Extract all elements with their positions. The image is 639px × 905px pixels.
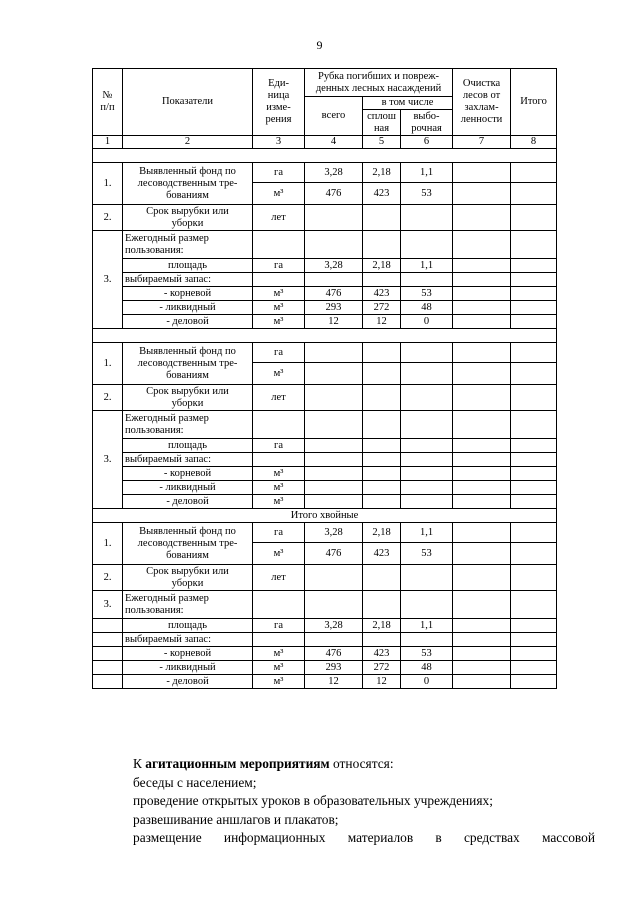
table-row: [93, 259, 557, 273]
table-cell: 3,28: [305, 523, 363, 543]
table-row: [93, 411, 557, 439]
table-cell: м³: [253, 287, 305, 301]
table-cell: м³: [253, 301, 305, 315]
table-row: [93, 467, 557, 481]
table-cell: га: [253, 343, 305, 363]
table-cell: [511, 591, 557, 619]
table-cell: - корневой: [123, 467, 253, 481]
table-cell: [511, 287, 557, 301]
table-cell: [305, 633, 363, 647]
table-cell: 48: [401, 661, 453, 675]
table-cell: [401, 439, 453, 453]
table-cell: м³: [253, 363, 305, 385]
table-cell: Ежегодный размер пользования:: [123, 411, 253, 439]
table-cell: [511, 363, 557, 385]
table-cell: [401, 411, 453, 439]
table-cell: 48: [401, 301, 453, 315]
table-cell: [511, 163, 557, 183]
table-row: [93, 509, 557, 523]
table-cell: лет: [253, 565, 305, 591]
table-cell: [401, 273, 453, 287]
table-cell: [401, 363, 453, 385]
table-cell: [511, 633, 557, 647]
table-cell: [453, 523, 511, 543]
table-cell: [511, 205, 557, 231]
table-cell: [453, 565, 511, 591]
table-cell: [305, 411, 363, 439]
table-cell: [401, 481, 453, 495]
table-cell: [453, 495, 511, 509]
table-cell: га: [253, 523, 305, 543]
table-cell: 2,18: [363, 523, 401, 543]
table-cell: [511, 231, 557, 259]
body-text: [133, 755, 595, 848]
table-cell: [305, 591, 363, 619]
table-row: [93, 301, 557, 315]
table-cell: 272: [363, 661, 401, 675]
table-cell: [453, 633, 511, 647]
table-cell: [93, 675, 123, 689]
table-cell: 3.: [93, 411, 123, 509]
table-cell: [363, 343, 401, 363]
table-row: [93, 136, 557, 149]
table-row: [93, 329, 557, 343]
column-number: 2: [123, 136, 253, 149]
table-cell: 12: [305, 675, 363, 689]
table-cell: [453, 287, 511, 301]
table-cell: 12: [363, 315, 401, 329]
table-cell: [363, 467, 401, 481]
table-cell: [363, 495, 401, 509]
table-row: [93, 273, 557, 287]
table-row: [93, 481, 557, 495]
table-cell: [305, 481, 363, 495]
table-cell: [363, 453, 401, 467]
table-cell: [363, 633, 401, 647]
table-cell: выбираемый запас:: [123, 633, 253, 647]
table-cell: [511, 301, 557, 315]
table-cell: [93, 619, 123, 633]
table-cell: площадь: [123, 439, 253, 453]
table-cell: 1.: [93, 163, 123, 205]
table-row: [93, 565, 557, 591]
table-cell: [363, 385, 401, 411]
table-cell: площадь: [123, 619, 253, 633]
table-cell: выбираемый запас:: [123, 273, 253, 287]
table-cell: 3,28: [305, 163, 363, 183]
table-row: [93, 205, 557, 231]
table-cell: 476: [305, 647, 363, 661]
table-cell: - деловой: [123, 495, 253, 509]
table-cell: га: [253, 619, 305, 633]
table-cell: [401, 385, 453, 411]
table-cell: [453, 661, 511, 675]
table-cell: [453, 273, 511, 287]
table-cell: м³: [253, 675, 305, 689]
table-row: [93, 647, 557, 661]
table-row: [93, 619, 557, 633]
table-row: [93, 231, 557, 259]
header-clear: сплош ная: [363, 110, 401, 136]
table-cell: [453, 183, 511, 205]
table-cell: га: [253, 259, 305, 273]
table-cell: Выявленный фонд по лесоводственным тре- бованиям: [123, 163, 253, 205]
table-cell: [363, 231, 401, 259]
table-cell: 2,18: [363, 163, 401, 183]
table-cell: [511, 661, 557, 675]
section-title: Итого хвойные: [93, 509, 557, 523]
table-cell: [511, 495, 557, 509]
table-cell: [453, 385, 511, 411]
table-cell: [453, 481, 511, 495]
table-row: [93, 315, 557, 329]
table-cell: [401, 633, 453, 647]
table-cell: - деловой: [123, 675, 253, 689]
table-cell: [453, 675, 511, 689]
table-cell: [401, 343, 453, 363]
table-cell: м³: [253, 467, 305, 481]
table-cell: [453, 259, 511, 273]
table-cell: [511, 467, 557, 481]
text-line-1: К агитационным мероприятиям относятся:: [133, 756, 394, 771]
table-cell: [305, 495, 363, 509]
header-itogo: Итого: [511, 69, 557, 136]
table-cell: 2.: [93, 205, 123, 231]
table-cell: [511, 481, 557, 495]
text-line-4: развешивание аншлагов и плакатов;: [133, 811, 339, 827]
table-cell: [363, 205, 401, 231]
header-selective: выбо- рочная: [401, 110, 453, 136]
table-cell: м³: [253, 661, 305, 675]
table-cell: [453, 543, 511, 565]
table-cell: [305, 385, 363, 411]
table-cell: [453, 343, 511, 363]
table-row: [93, 453, 557, 467]
table-cell: 53: [401, 647, 453, 661]
table-cell: 476: [305, 543, 363, 565]
table-cell: [363, 591, 401, 619]
table-cell: [453, 467, 511, 481]
text-line-3: проведение открытых уроков в образовательных учреждениях;: [133, 793, 493, 808]
table-cell: [401, 453, 453, 467]
table-cell: [511, 183, 557, 205]
table-cell: [511, 675, 557, 689]
table-cell: [511, 619, 557, 633]
table-cell: 293: [305, 301, 363, 315]
table-cell: 1.: [93, 343, 123, 385]
table-cell: Ежегодный размер пользования:: [123, 591, 253, 619]
table-cell: 476: [305, 287, 363, 301]
table-cell: [453, 619, 511, 633]
table-cell: 423: [363, 183, 401, 205]
table-cell: 53: [401, 287, 453, 301]
table-row: [93, 385, 557, 411]
table-cell: м³: [253, 481, 305, 495]
table-cell: [453, 301, 511, 315]
table-cell: 1,1: [401, 163, 453, 183]
table-cell: Срок вырубки или уборки: [123, 565, 253, 591]
table-cell: лет: [253, 385, 305, 411]
table-cell: 1,1: [401, 619, 453, 633]
table-cell: [363, 439, 401, 453]
table-cell: Ежегодный размер пользования:: [123, 231, 253, 259]
table-cell: [401, 467, 453, 481]
table-cell: 423: [363, 543, 401, 565]
table-cell: - деловой: [123, 315, 253, 329]
table-cell: [305, 273, 363, 287]
table-cell: [401, 565, 453, 591]
text-line-2: беседы с населением;: [133, 774, 257, 790]
table-cell: [453, 411, 511, 439]
table-cell: [363, 363, 401, 385]
table-cell: [453, 205, 511, 231]
table-cell: [453, 647, 511, 661]
table-cell: Срок вырубки или уборки: [123, 205, 253, 231]
table-cell: лет: [253, 205, 305, 231]
table-cell: [453, 439, 511, 453]
table-cell: [511, 385, 557, 411]
table-cell: [511, 453, 557, 467]
spacer-row: [93, 149, 557, 163]
table-row: [93, 675, 557, 689]
table-cell: [401, 591, 453, 619]
table-cell: 0: [401, 675, 453, 689]
table-cell: [305, 231, 363, 259]
table-cell: м³: [253, 543, 305, 565]
table-cell: [453, 363, 511, 385]
table-cell: [511, 315, 557, 329]
table-cell: [253, 411, 305, 439]
table-row: [93, 287, 557, 301]
header-cleaning: Очистка лесов от захлам- ленности: [453, 69, 511, 136]
table-row: [93, 495, 557, 509]
table-cell: 53: [401, 183, 453, 205]
column-number: 5: [363, 136, 401, 149]
table-cell: [511, 259, 557, 273]
table-row: [93, 149, 557, 163]
table-row: [93, 633, 557, 647]
table-cell: 12: [363, 675, 401, 689]
table-cell: [305, 343, 363, 363]
table-cell: [511, 543, 557, 565]
table-cell: [363, 411, 401, 439]
table-cell: - ликвидный: [123, 481, 253, 495]
table-cell: 423: [363, 647, 401, 661]
table-row: [93, 661, 557, 675]
table-cell: [363, 481, 401, 495]
table-cell: [305, 439, 363, 453]
table-cell: [511, 411, 557, 439]
table-cell: 0: [401, 315, 453, 329]
column-number: 1: [93, 136, 123, 149]
table-cell: м³: [253, 183, 305, 205]
table-cell: [511, 523, 557, 543]
header-including: в том числе: [363, 97, 453, 110]
table-cell: 2.: [93, 385, 123, 411]
header-felling: Рубка погибших и повреж- денных лесных насаждений: [305, 69, 453, 97]
table-cell: Срок вырубки или уборки: [123, 385, 253, 411]
table-cell: 3,28: [305, 619, 363, 633]
column-number: 7: [453, 136, 511, 149]
column-number: 8: [511, 136, 557, 149]
header-num: № п/п: [93, 69, 123, 136]
table-cell: 53: [401, 543, 453, 565]
table-cell: [253, 591, 305, 619]
table-cell: Выявленный фонд по лесоводственным тре- бованиям: [123, 523, 253, 565]
table-cell: 1.: [93, 523, 123, 565]
table-cell: [305, 363, 363, 385]
table-cell: выбираемый запас:: [123, 453, 253, 467]
spacer-row: [93, 329, 557, 343]
table-cell: м³: [253, 315, 305, 329]
table-cell: 272: [363, 301, 401, 315]
table-cell: [511, 565, 557, 591]
table-cell: 3.: [93, 231, 123, 329]
table-cell: площадь: [123, 259, 253, 273]
table-cell: 293: [305, 661, 363, 675]
table-cell: [305, 467, 363, 481]
table-cell: [363, 273, 401, 287]
table-cell: 1,1: [401, 523, 453, 543]
table-cell: - ликвидный: [123, 661, 253, 675]
table-cell: [453, 231, 511, 259]
table-cell: [253, 231, 305, 259]
table-row: [93, 439, 557, 453]
table-cell: Выявленный фонд по лесоводственным тре- бованиям: [123, 343, 253, 385]
table-cell: [453, 163, 511, 183]
table-cell: - ликвидный: [123, 301, 253, 315]
table-row: [93, 69, 557, 97]
table-cell: 3,28: [305, 259, 363, 273]
column-number: 6: [401, 136, 453, 149]
table-row: [93, 591, 557, 619]
table-cell: 2,18: [363, 259, 401, 273]
table-cell: 2,18: [363, 619, 401, 633]
table-cell: 1,1: [401, 259, 453, 273]
table-cell: [305, 565, 363, 591]
table-cell: [363, 565, 401, 591]
table-cell: 12: [305, 315, 363, 329]
column-number: 3: [253, 136, 305, 149]
header-indicators: Показатели: [123, 69, 253, 136]
table-cell: м³: [253, 647, 305, 661]
table-cell: 2.: [93, 565, 123, 591]
table-cell: га: [253, 163, 305, 183]
table-cell: - корневой: [123, 647, 253, 661]
table-row: [93, 523, 557, 543]
table-cell: [401, 231, 453, 259]
table-cell: 423: [363, 287, 401, 301]
table-cell: [401, 205, 453, 231]
table-cell: [401, 495, 453, 509]
table-cell: [253, 633, 305, 647]
table-cell: м³: [253, 495, 305, 509]
forest-use-table: [92, 68, 557, 689]
column-number: 4: [305, 136, 363, 149]
table-cell: [253, 453, 305, 467]
table-cell: [453, 315, 511, 329]
table-cell: [511, 647, 557, 661]
header-unit: Еди- ница изме- рения: [253, 69, 305, 136]
table-cell: [511, 439, 557, 453]
table-row: [93, 343, 557, 363]
text-line-5: размещение информационных материалов в средствах массовой: [133, 830, 595, 845]
table-cell: [511, 273, 557, 287]
table-cell: [453, 591, 511, 619]
table-cell: [511, 343, 557, 363]
table-cell: [253, 273, 305, 287]
table-cell: - корневой: [123, 287, 253, 301]
table-cell: 3.: [93, 591, 123, 619]
table-cell: га: [253, 439, 305, 453]
page-number: 9: [316, 38, 323, 52]
table-cell: 476: [305, 183, 363, 205]
table-row: [93, 163, 557, 183]
header-total: всего: [305, 97, 363, 136]
table-cell: [305, 205, 363, 231]
table-cell: [453, 453, 511, 467]
table-cell: [93, 661, 123, 675]
table-cell: [305, 453, 363, 467]
table-cell: [93, 633, 123, 647]
table-cell: [93, 647, 123, 661]
